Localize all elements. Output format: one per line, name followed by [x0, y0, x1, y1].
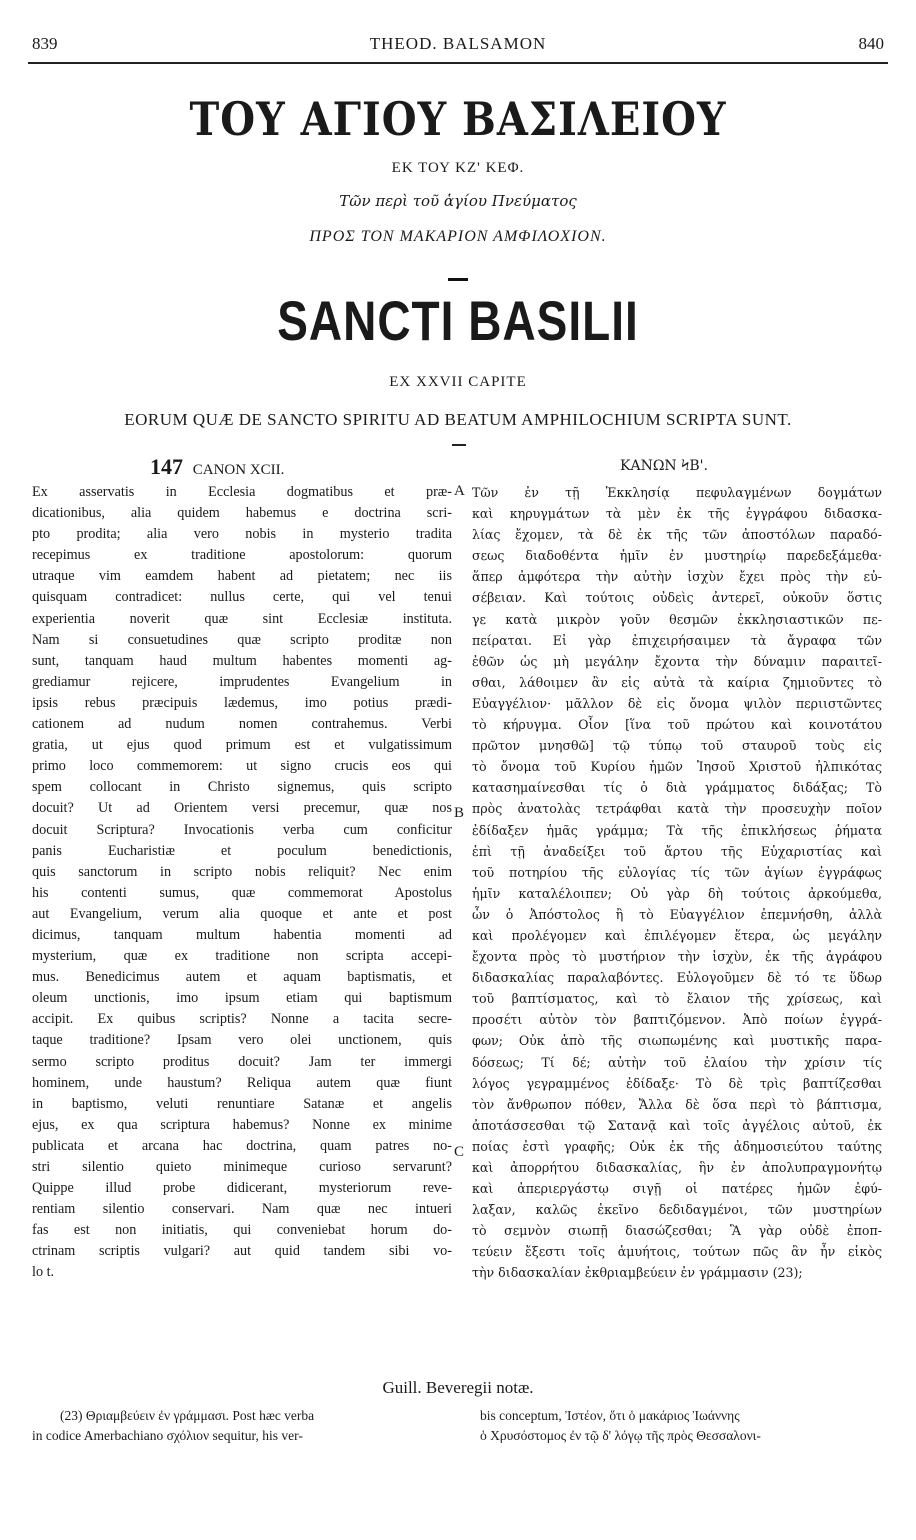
greek-text-line: τὸν ἄνθρωπον πόθεν, Ἄλλα δὲ ὅσα περὶ τὸ βάπτισμα, — [472, 1096, 882, 1112]
greek-title: ΤΟΥ ΑΓΙΟΥ ΒΑΣΙΛΕΙΟΥ — [189, 92, 727, 147]
greek-text-line: λίας ἔχομεν, τὰ δὲ ἐκ τῆς τῶν ἀποστόλων παραδό- — [472, 527, 882, 543]
header-rule — [28, 62, 888, 64]
greek-subtitle-chapter: ΕΚ ΤΟΥ ΚΖ' ΚΕΦ. — [391, 160, 525, 176]
greek-text-line: ἅπερ ἀμφότερα τὴν αὐτὴν ἰσχὺν ἔχει πρὸς τὴν εὐ- — [472, 569, 882, 585]
greek-text-line: ἀποτάσσεσθαι τῷ Σατανᾷ καὶ τοῖς ἀγγέλοις αὐτοῦ, ἐκ — [472, 1117, 882, 1133]
latin-text-line: dicationibus, alia quidem habemus e doctrina scri- — [32, 505, 452, 522]
latin-text-line: Nam si consuetudines quæ scripto proditæ non — [32, 631, 452, 648]
latin-text-line: cationem ad nudum nomen contrahemus. Verbi — [32, 716, 452, 733]
latin-text-line: recepimus ex traditione apostolorum: quorum — [32, 547, 452, 564]
greek-text-line: ἐδίδαξεν ἡμᾶς γράμμα; Τὰ τῆς ἐπικλήσεως ῥήματα — [472, 822, 882, 838]
greek-text-line: καὶ προλέγομεν καὶ ἐπιλέγομεν ἕτερα, ὡς μεγάλην — [472, 927, 882, 943]
page-number-right: 840 — [858, 34, 884, 53]
greek-text-line: πείραται. Εἰ γὰρ ἐπιχειρήσαιμεν τὰ ἄγραφα τῶν — [472, 632, 882, 648]
footnote-line: ὁ Χρυσόστομος ἐν τῷ δ' λόγῳ τῆς πρὸς Θεσσαλονι- — [480, 1428, 761, 1443]
section-divider — [448, 278, 468, 281]
greek-subtitle-topic: Τῶν περὶ τοῦ ἁγίου Πνεύματος — [339, 192, 577, 210]
latin-text-line: lo t. — [32, 1264, 55, 1281]
greek-text-line: τοῦ ποτηρίου τῆς εὐλογίας τίς τῶν ἁγίων ἐγγράφως — [472, 864, 882, 880]
canon-heading-greek: ΚΑΝΩΝ ϞΒ'. — [620, 458, 708, 474]
latin-text-line: mus. Benedicimus autem et aquam baptismatis, et — [32, 969, 452, 986]
greek-text-line: προσέτι αὐτὸν τὸν βαπτιζόμενον. Ἀπὸ ποίων ἐγγρά- — [472, 1012, 882, 1028]
margin-marker-a: A — [454, 483, 465, 499]
footnote-line: bis conceptum, Ἰστέον, ὅτι ὁ μακάριος Ἰωάννης — [480, 1408, 740, 1423]
latin-text-line: gratia, ut ejus quod primum est et vulgatissimum — [32, 737, 452, 754]
latin-text-line: ipsis rebus præcipuis lædemus, imo potius prædi- — [32, 694, 452, 711]
footnote-line: (23) Θριαμβεύειν ἐν γράμμασι. Post hæc verba — [60, 1408, 315, 1423]
greek-text-line: τὸ κήρυγμα. Οἷον [ἵνα τοῦ πρώτου καὶ κοινοτάτου — [472, 717, 882, 733]
latin-text-line: Quippe illud probe didicerant, mysteriorum reve- — [32, 1180, 452, 1197]
greek-subtitle-addressee: ΠΡΟΣ ΤΟΝ ΜΑΚΑΡΙΟΝ ΑΜΦΙΛΟΧΙΟΝ. — [309, 228, 607, 245]
latin-text-line: sunt, tanquam haud multum habentes momenti ag- — [32, 652, 452, 669]
latin-text-line: stri silentio quieto minimeque curioso servarunt? — [32, 1159, 452, 1175]
latin-text-line: grediamur rejicere, imprudentes Evangelium in — [32, 673, 452, 690]
latin-text-line: docuit Scriptura? Invocationis verba cum conficitur — [32, 821, 452, 838]
latin-text-line: pto prodita; alia vero nobis in mysterio tradita — [32, 526, 452, 543]
running-header — [32, 34, 884, 58]
greek-text-line: πρῶτον μνησθῶ] τῷ τύπῳ τοῦ σταυροῦ τοὺς εἰς — [472, 738, 882, 754]
latin-subtitle-topic: EORUM QUÆ DE SANCTO SPIRITU AD BEATUM AMPHILOCHIUM SCRIPTA SUNT. — [124, 410, 792, 429]
latin-text-line: ejus, ex qua scriptura habemus? Nonne ex minime — [32, 1116, 452, 1133]
margin-marker-c: C — [454, 1144, 465, 1160]
footnote-right — [480, 1406, 882, 1446]
greek-text-line: καὶ κηρυγμάτων τὰ μὲν ἐκ τῆς ἐγγράφου διδασκα- — [472, 506, 882, 522]
notes-title: Guill. Beveregii notæ. — [382, 1378, 534, 1397]
page-number-left: 839 — [32, 34, 58, 53]
footnote-line: in codice Amerbachiano σχόλιον sequitur, his ver- — [32, 1428, 303, 1443]
greek-text-line: τὸ ὄνομα τοῦ Κυρίου ἡμῶν Ἰησοῦ Χριστοῦ ἠλπικότας — [472, 759, 882, 775]
latin-text-line: docuit? Ut ad Orientem versi precemur, quæ nos — [32, 800, 452, 817]
greek-text-line: ἔχοντα πρὸς τὸ μυστήριον τὴν ἰσχὺν, ἐκ τῆς ἀγράφου — [472, 949, 882, 965]
latin-text-line: mysterium, quæ ex traditione non scripta accepi- — [32, 948, 452, 965]
latin-text-line: sermo scripto proditus docuit? Jam ter immergi — [32, 1053, 452, 1070]
latin-text-line: fas est non initiatis, qui conveniebat horum do- — [32, 1222, 452, 1239]
greek-text-line: τὴν διδασκαλίαν ἐκθριαμβεύειν ἐν γράμμασιν (23); — [472, 1265, 803, 1281]
greek-text-line: καὶ ἀπεριεργάστῳ σιγῇ οἱ πατέρες ἡμῶν ἐφύ- — [472, 1181, 882, 1197]
latin-text-line: experientia noverit quæ sint Ecclesiæ instituta. — [32, 610, 452, 627]
latin-text-line: spem collocant in Christo signemus, quis scripto — [32, 779, 452, 796]
greek-text-line: λαξαν, καλῶς ἐκεῖνο δεδιδαγμένοι, τῶν μυστηρίων — [472, 1202, 882, 1218]
greek-text-line: ὧν ὁ Ἀπόστολος ἢ τὸ Εὐαγγέλιον ἐπεμνήσθη, ἀλλὰ — [472, 906, 882, 922]
greek-text-line: σέβειαν. Καὶ τούτοις οὐδεὶς ἀντερεῖ, οὐκοῦν ὅστις — [472, 590, 882, 606]
greek-text-line: τεύειν ἔξεστι τοῖς ἀμυήτοις, τούτων πῶς ἂν ἦν εἰκὸς — [472, 1244, 882, 1260]
latin-text-line: quis sanctorum in scripto nobis reliquit? Nec enim — [32, 863, 452, 880]
greek-text-line: καὶ ἀπορρήτου διδασκαλίας, ἣν ἐν ἀπολυπραγμονήτῳ — [472, 1160, 882, 1175]
latin-text-line: his contenti sumus, quæ commemorat Apostolus — [32, 884, 452, 901]
latin-text-line: ctrinam scriptis vulgari? aut quid tandem sibi vo- — [32, 1243, 452, 1260]
canon-heading-latin — [150, 454, 284, 480]
latin-text-line: quisquam contradicet: nullus certe, qui vel tenui — [32, 589, 452, 606]
column-number: 147 — [150, 454, 183, 479]
latin-text-line: publicata et arcana hac doctrina, quam patres no- — [32, 1137, 452, 1154]
latin-text-line: panis Eucharistiæ et poculum benedictionis, — [32, 842, 452, 859]
running-title: THEOD. BALSAMON — [369, 34, 547, 53]
greek-text-line: κατασημαίνεσθαι τίς ὁ διὰ γράμματος διδάξας; Τὸ — [472, 780, 882, 796]
latin-text-column — [32, 482, 452, 1284]
greek-text-line: ἡμῖν καταλέλοιπεν; Οὐ γὰρ δὴ τούτοις ἀρκούμεθα, — [472, 885, 882, 901]
margin-marker-b: B — [454, 805, 465, 821]
greek-text-line: τὸ σεμνὸν σιωπῇ διασώζεσθαι; Ἃ γὰρ οὐδὲ ἐποπ- — [472, 1223, 882, 1239]
greek-text-line: σεως διαδοθέντα ἡμῖν ἐν μυστηρίῳ παρεδεξάμεθα· — [472, 548, 882, 564]
latin-text-line: taque traditione? Ipsam vero olei unctionem, quis — [32, 1032, 452, 1049]
latin-text-line: dicimus, tanquam multum habentia momenti ad — [32, 926, 452, 943]
section-divider-small — [452, 444, 466, 446]
latin-text-line: utraque vim eamdem habent ad pietatem; nec iis — [32, 568, 452, 585]
greek-text-line: γε κατὰ μικρὸν γοῦν θεσμῶν ἐκκλησιαστικῶν πε- — [472, 611, 882, 627]
latin-text-line: aut Evangelium, verum alia quoque et ante et post — [32, 905, 452, 922]
latin-subtitle-chapter: EX XXVII CAPITE — [389, 374, 527, 390]
greek-text-line: τοῦ βαπτίσματος, καὶ τὸ ἔλαιον τῆς χρίσεως, καὶ — [472, 991, 882, 1007]
latin-text-line: hominem, unde haustum? Reliqua autem quæ fiunt — [32, 1074, 452, 1091]
greek-text-line: Τῶν ἐν τῇ Ἐκκλησίᾳ πεφυλαγμένων δογμάτων — [472, 485, 882, 500]
greek-text-line: ἐθῶν ὡς μὴ μεγάλην ἔχοντα τὴν δύναμιν παραιτεῖ- — [472, 653, 882, 669]
greek-text-line: σθαι, λάθοιμεν ἂν εἰς αὐτὰ τὰ καίρια ζημιοῦντες τὸ — [472, 674, 882, 690]
latin-text-line: Ex asservatis in Ecclesia dogmatibus et præ- — [32, 484, 452, 500]
latin-text-line: primo loco commemorem: ut signo crucis eos qui — [32, 758, 452, 775]
greek-text-line: λόγος γεγραμμένος ἐδίδαξε· Τὸ δὲ τρὶς βαπτίζεσθαι — [472, 1075, 882, 1091]
footnote-left — [32, 1406, 452, 1446]
greek-text-line: διδασκαλίας παραλαβόντες. Εὐλογοῦμεν δὲ τό τε ὕδωρ — [472, 970, 882, 986]
latin-text-line: oleum unctionis, imo ipsum etiam qui baptismum — [32, 990, 452, 1007]
canon-label-latin: CANON XCII. — [192, 462, 285, 478]
latin-text-line: accipit. Ex quibus scriptis? Nonne a tacita secre- — [32, 1011, 452, 1028]
latin-text-line: rentiam silentio conservari. Nam quæ nec intueri — [32, 1201, 452, 1218]
greek-text-line: πρὸς ἀνατολὰς τετράφθαι κατὰ τὴν προσευχὴν ποῖον — [472, 801, 882, 817]
greek-text-line: φων; Οὐκ ἀπὸ τῆς σιωπωμένης καὶ μυστικῆς παρα- — [472, 1033, 882, 1049]
greek-text-line: Εὐαγγέλιον· μᾶλλον δὲ εἰς ὄνομα ψιλὸν περιιστῶντες — [472, 695, 882, 711]
greek-text-line: δόσεως; Τί δέ; αὐτὴν τοῦ ἐλαίου τὴν χρίσιν τίς — [472, 1054, 882, 1070]
latin-text-line: in baptismo, veluti renuntiare Satanæ et angelis — [32, 1095, 452, 1112]
greek-text-line: ποίας ἐστὶ γραφῆς; Οὐκ ἐκ τῆς ἀδημοσιεύτου ταύτης — [472, 1138, 882, 1154]
greek-text-line: ἐπὶ τῇ ἀναδείξει τοῦ ἄρτου τῆς Εὐχαριστίας καὶ — [472, 843, 882, 859]
latin-title: SANCTI BASILII — [277, 289, 639, 353]
greek-text-column — [472, 482, 882, 1284]
